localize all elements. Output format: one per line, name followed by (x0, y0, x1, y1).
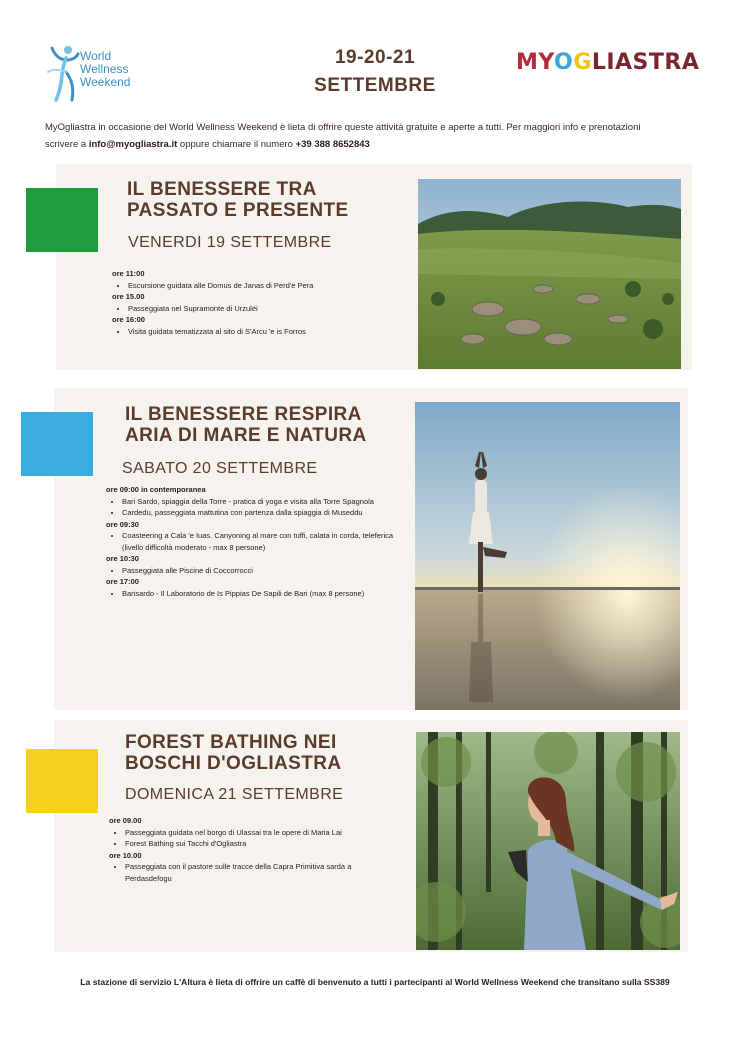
brand-part: G (573, 50, 592, 75)
schedule-item: • Barisardo - Il Laboratorio de Is Pippias De Sapili de Bari (max 8 persone) (122, 588, 396, 600)
color-swatch-green (26, 188, 98, 252)
schedule-item: • Escursione guidata alle Domus de Janas di Perd'e Pera (128, 280, 412, 292)
photo-forest-bathing (416, 732, 680, 950)
schedule-item: • Passeggiata alle Piscine di Coccorrocci (122, 565, 396, 577)
contact-email[interactable]: info@myogliastra.it (88, 139, 178, 150)
title-line: IL BENESSERE RESPIRA (125, 404, 362, 425)
section-title (125, 404, 410, 446)
section-day: DOMENICA 21 SETTEMBRE (125, 786, 344, 803)
schedule-item: • Bari Sardo, spiaggia della Torre - pratica di yoga e visita alla Torre Spagnola (122, 496, 396, 508)
schedule-item: • Forest Bathing sui Tacchi d'Ogliastra (125, 838, 399, 850)
footer-note: La stazione di servizio L'Altura è lieta di offrire un caffè di benvenuto a tutti i partecipanti al World Wellness Weekend che transitano sulla SS389 (80, 977, 670, 987)
schedule-item: • Passeggiata guidata nel borgo di Ulassai tra le opere di Maria Lai (125, 827, 399, 839)
schedule-item: • Passeggiata con il pastore sulle tracce della Capra Primitiva sarda a Perdasdefogu (125, 861, 399, 884)
schedule-time: ore 09.00 (109, 816, 142, 825)
schedule-item: • Passeggiata nel Supramonte di Urzulei (128, 303, 412, 315)
section-day: VENERDI 19 SETTEMBRE (128, 234, 332, 251)
intro-paragraph (45, 119, 645, 153)
myogliastra-logo (516, 50, 699, 75)
title-line: ARIA DI MARE E NATURA (125, 425, 367, 446)
schedule (112, 268, 412, 337)
schedule-time: ore 15.00 (112, 292, 145, 301)
schedule-time: ore 17:00 (106, 577, 139, 586)
contact-phone[interactable]: +39 388 8652843 (295, 139, 370, 150)
title-line: BOSCHI D'OGLIASTRA (125, 753, 342, 774)
schedule (109, 815, 399, 884)
schedule-item: • Visita guidata tematizzata al sito di S'Arcu 'e is Forros (128, 326, 412, 338)
logo-line: Wellness (80, 62, 129, 76)
logo-line: Weekend (80, 75, 131, 89)
color-swatch-blue (21, 412, 93, 476)
schedule-time: ore 11:00 (112, 269, 145, 278)
logo-line: World (80, 49, 112, 63)
schedule-time: ore 10.00 (109, 850, 142, 860)
brand-part: O (554, 50, 574, 75)
schedule-time: ore 09:00 in contemporanea (106, 485, 206, 494)
photo-yoga-beach-sunset (415, 402, 680, 710)
event-month: SETTEMBRE (314, 75, 436, 96)
schedule-time: ore 10:30 (106, 554, 139, 563)
schedule-item: • Coasteering a Cala 'e Iuas. Canyoning al mare con tuffi, calata in corda, teleferica (livello difficoltà moderato - max 8 persone) (122, 530, 396, 553)
photo-nuraghe-landscape (418, 179, 681, 369)
intro-text: oppure chiamare il numero (177, 139, 296, 150)
event-days: 19-20-21 (334, 47, 416, 68)
color-swatch-yellow (26, 749, 98, 813)
wellness-figure-icon (44, 42, 84, 106)
schedule-time: ore 09:30 (106, 519, 139, 529)
event-dates (270, 44, 480, 100)
section-title (125, 732, 410, 774)
section-day: SABATO 20 SETTEMBRE (122, 460, 318, 477)
logo-text (80, 50, 130, 89)
schedule (106, 484, 396, 599)
schedule-time: ore 16:00 (112, 315, 145, 324)
intro-text: MyOgliastra in occasione del World Wellness Weekend è lieta di offrire queste attività gratuite e aperte a tutti. Per maggiori info e prenotazioni scrivere a (45, 122, 641, 150)
title-line: FOREST BATHING NEI (125, 732, 337, 753)
section-title (127, 179, 407, 221)
brand-part: MY (516, 50, 555, 75)
title-line: IL BENESSERE TRA (127, 179, 317, 200)
title-line: PASSATO E PRESENTE (127, 200, 349, 221)
brand-part: LIASTRA (591, 50, 700, 75)
schedule-item: • Cardedu, passeggiata mattutina con partenza dalla spiaggia di Museddu (122, 507, 396, 519)
